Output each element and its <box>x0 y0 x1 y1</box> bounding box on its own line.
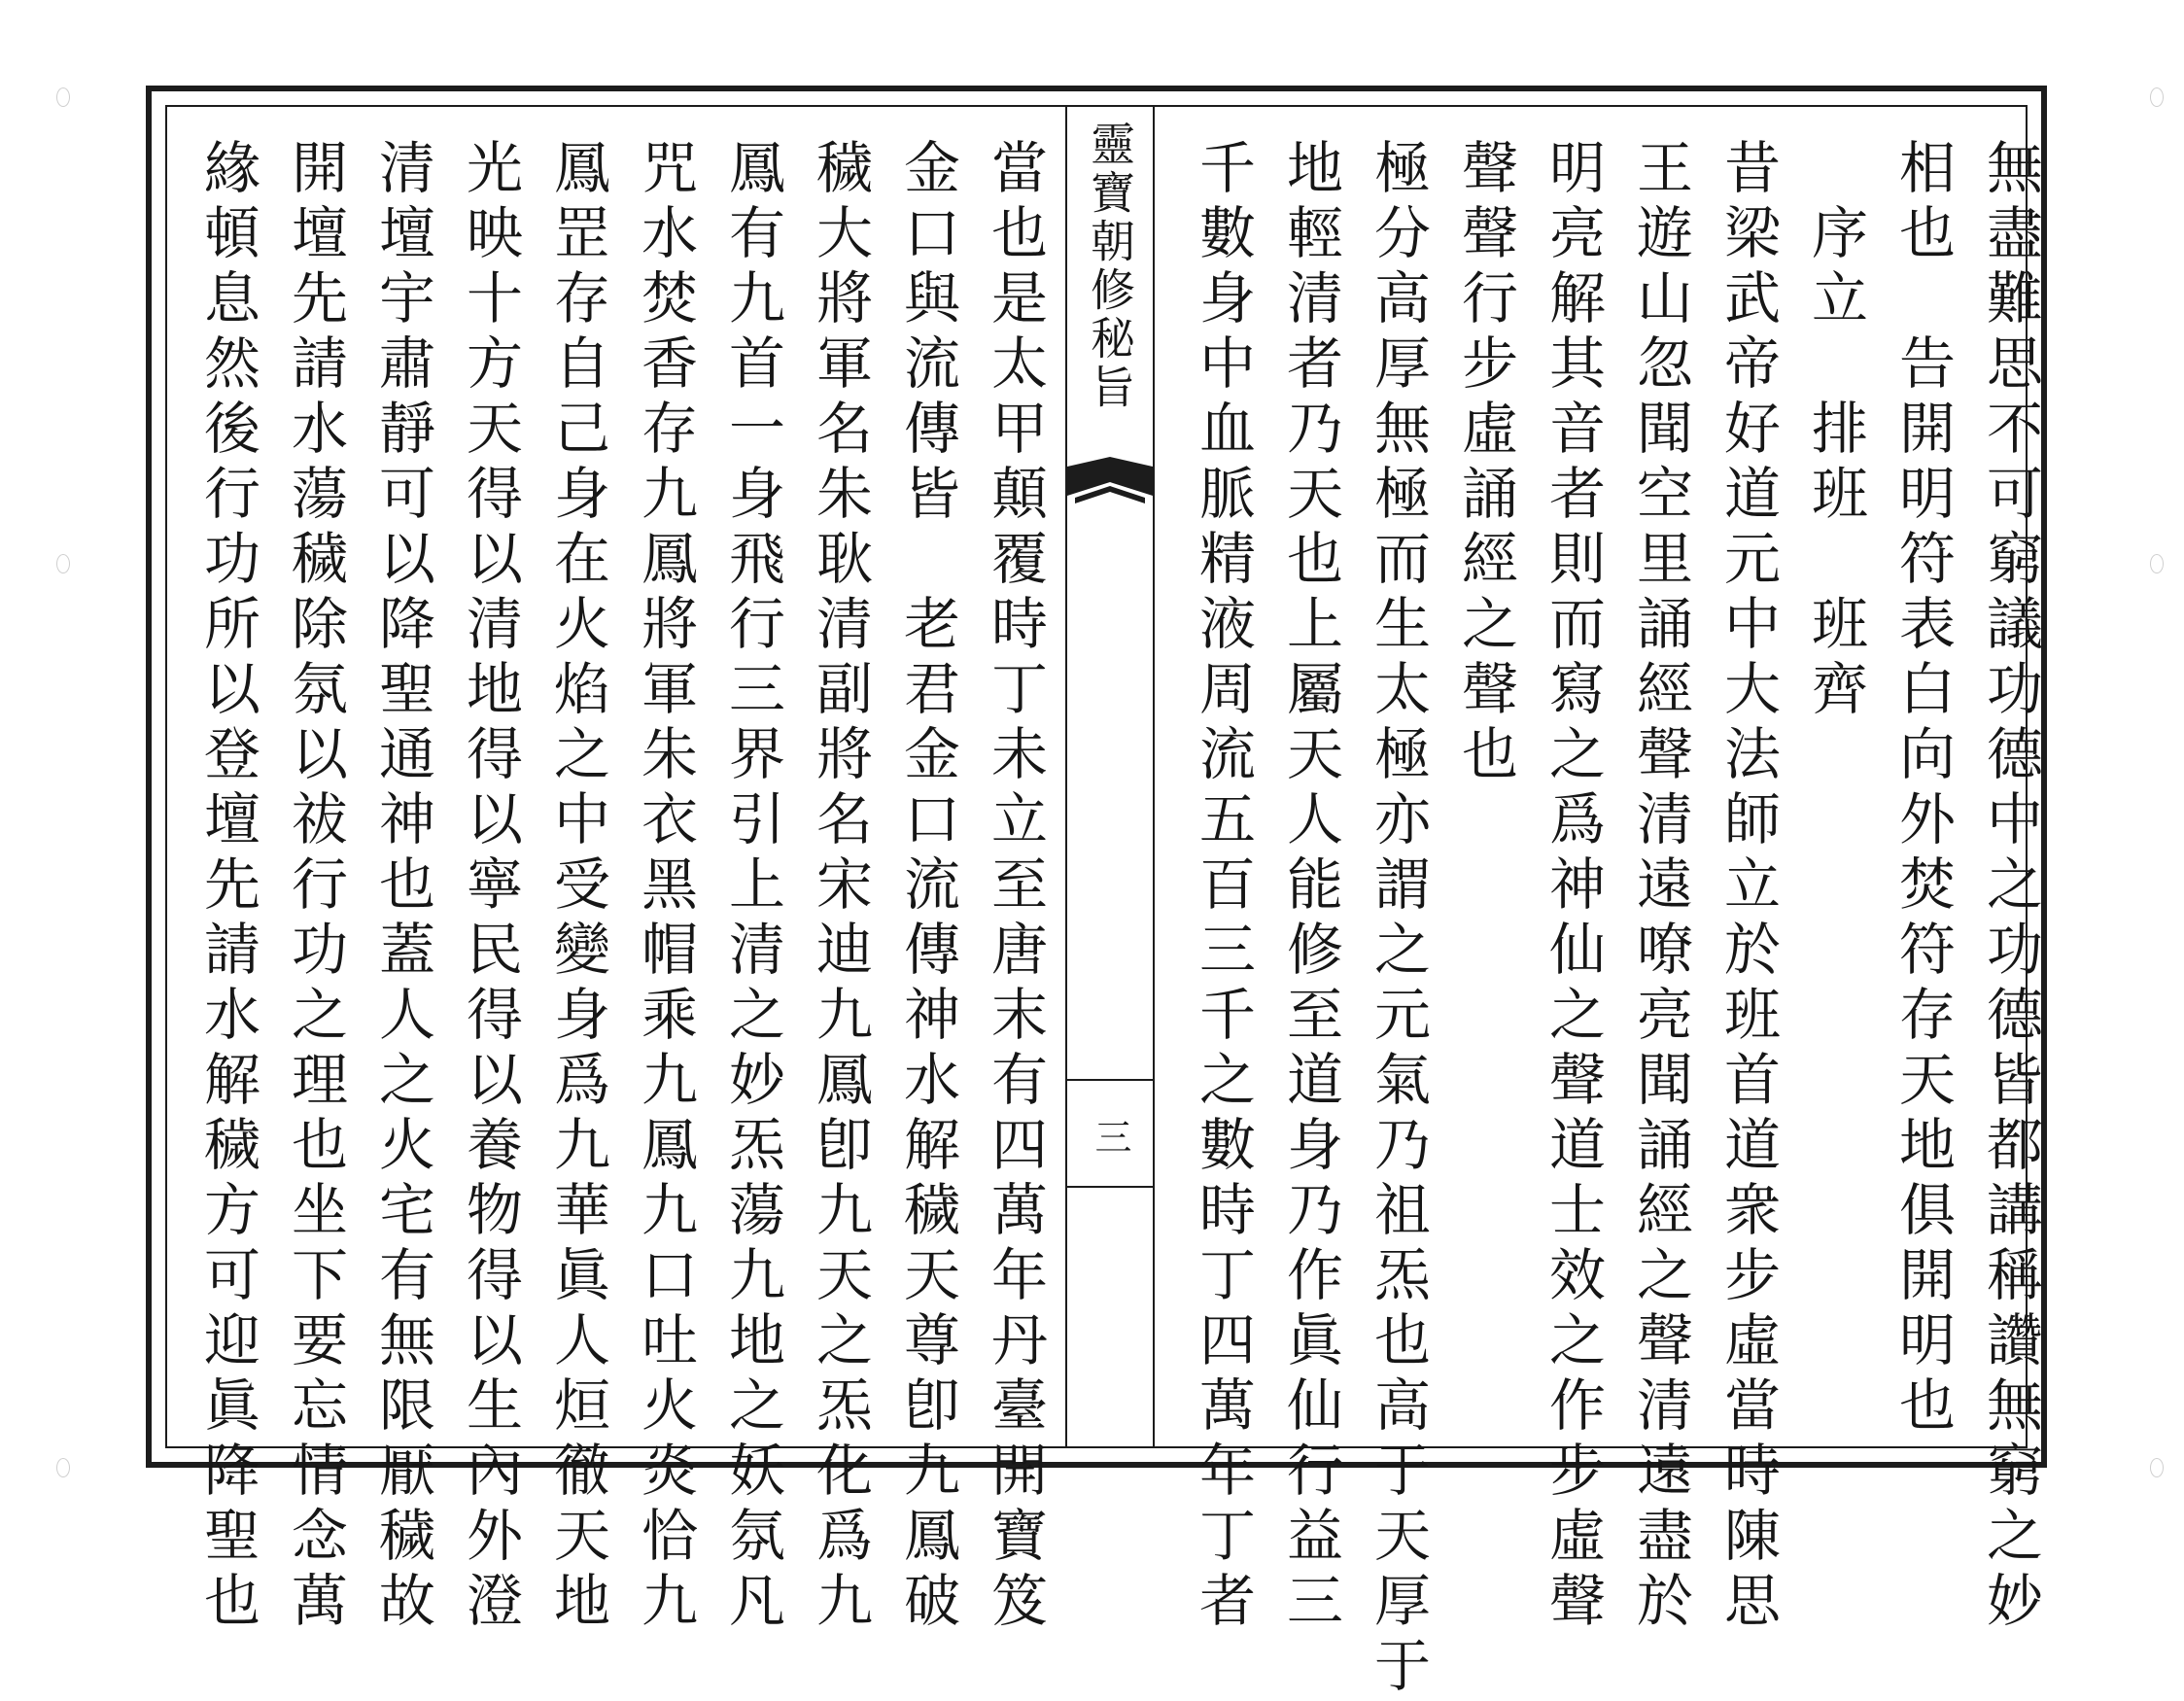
text-column: 穢大將軍名朱耿清副將名宋迪九鳳卽九天之炁化爲九 <box>807 138 873 1636</box>
fold-title: 靈寶朝修秘旨 <box>1084 121 1136 412</box>
text-column: 相也 告開明符表白向外焚符存天地俱開明也 <box>1889 138 1956 1441</box>
fish-tail-mark <box>1067 457 1153 511</box>
text-column: 光映十方天得以清地得以寧民得以養物得以生內外澄 <box>457 138 523 1636</box>
text-block <box>165 105 2043 1701</box>
scan-binding-hole <box>2150 554 2164 573</box>
page-frame <box>146 86 2047 1701</box>
right-page <box>1151 107 2043 1701</box>
text-column: 鳳罡存自己身在火焰之中受變身爲九華眞人烜徹天地 <box>544 138 610 1636</box>
fold-rule <box>1067 1186 1153 1188</box>
text-column: 地輕清者乃天也上屬天人能修至道身乃作眞仙行益三 <box>1277 138 1343 1636</box>
text-column: 極分高厚無極而生太極亦謂之元氣乃祖炁也高于天厚于 <box>1365 138 1431 1701</box>
text-column: 明亮解其音者則而寫之爲神仙之聲道士效之作步虛聲 <box>1540 138 1606 1636</box>
text-column: 聲聲行步虛誦經之聲也 <box>1452 138 1518 789</box>
scan-binding-hole <box>56 554 70 573</box>
text-column: 當也是太甲顛覆時丁未立至唐末有四萬年丹臺開寶笈 <box>982 138 1048 1636</box>
text-column: 序立 排班 班齊 <box>1802 138 1868 724</box>
text-column: 金口與流傳皆 老君金口流傳神水解穢天尊卽九鳳破 <box>894 138 960 1636</box>
scan-binding-hole <box>2150 87 2164 107</box>
scan-binding-hole <box>56 87 70 107</box>
page-number: 三 <box>1089 1118 1131 1155</box>
text-column: 千數身中血脈精液周流五百三千之數時丁四萬年丁者 <box>1190 138 1256 1636</box>
text-column: 鳳有九首一身飛行三界引上清之妙炁蕩九地之妖氛凡 <box>719 138 785 1636</box>
text-column: 咒水焚香存九鳳將軍朱衣黑帽乘九鳳九口吐火炎恰九 <box>632 138 698 1636</box>
fold-rule <box>1067 1079 1153 1081</box>
text-column: 昔梁武帝好道元中大法師立於班首道衆步虛當時陳思 <box>1715 138 1781 1636</box>
text-column: 緣頓息然後行功所以登壇先請水解穢方可迎眞降聖也 <box>194 138 260 1636</box>
text-column: 開壇先請水蕩穢除氛以祓行功之理也坐下要忘情念萬 <box>282 138 348 1636</box>
scan-binding-hole <box>2150 1458 2164 1477</box>
left-page <box>167 107 1065 1636</box>
text-column: 王遊山忽聞空里誦經聲清遠嘹亮聞誦經之聲清遠盡於 <box>1627 138 1693 1636</box>
center-fold <box>1065 107 1155 1446</box>
scan-binding-hole <box>56 1458 70 1477</box>
text-column: 清壇宇肅靜可以降聖通神也蓋人之火宅有無限厭穢故 <box>369 138 435 1636</box>
text-column: 無盡難思不可窮議功德中之功德皆都講稱讚無窮之妙 <box>1977 138 2043 1636</box>
